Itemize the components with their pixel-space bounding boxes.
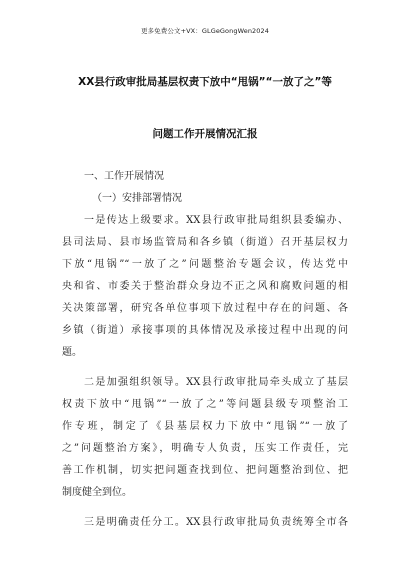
paragraph-line: 一是传达上级要求。XX县行政审批局组织县委编办、 (84, 215, 348, 226)
paragraph-2 (62, 372, 348, 504)
paragraph-1 (62, 210, 348, 364)
header-note: 更多免费公文+VX：GLGeGongWen2024 (140, 27, 269, 35)
paragraph-line: 关决策部署，研究各单位事项下放过程中存在的问题、各 (62, 303, 348, 314)
paragraph-line: 三是明确责任分工。XX县行政审批局负责统筹全市各 (84, 517, 348, 528)
paragraph-line: 县司法局、县市场监管局和各乡镇（街道）召开基层权力 (62, 237, 348, 248)
document-body (62, 166, 348, 534)
paragraph-line: 作专班，制定了《县基层权力下放中“甩锅”“一放了 (62, 421, 348, 432)
title-line-2: 问题工作开展情况汇报 (152, 128, 258, 140)
subsection-heading: （一）安排部署情况 (92, 193, 182, 204)
paragraph-3 (62, 512, 348, 534)
paragraph-line: 权责下放中“甩锅”“一放了之”等问题县级专项整治工 (62, 399, 348, 410)
paragraph-line: 二是加强组织领导。XX县行政审批局牵头成立了基层 (84, 377, 348, 388)
paragraph-line: 善工作机制，切实把问题查找到位、把问题整治到位、把 (62, 465, 348, 476)
paragraph-line: 央和省、市委关于整治群众身边不正之风和腐败问题的相 (62, 281, 348, 292)
paragraph-line: 乡镇（街道）承接事项的具体情况及承接过程中出现的问 (62, 325, 348, 336)
paragraph-line: 题。 (62, 347, 82, 358)
paragraph-line: 制度健全到位。 (62, 487, 132, 498)
paragraph-line: 之”问题整治方案》，明确专人负责，压实工作责任，完 (62, 443, 348, 454)
section-heading: 一、工作开展情况 (84, 171, 164, 182)
title-line-1: XX县行政审批局基层权责下放中“甩锅”“一放了之”等 (78, 76, 332, 88)
paragraph-line: 下放“甩锅”“一放了之”问题整治专题会议，传达党中 (62, 259, 348, 270)
